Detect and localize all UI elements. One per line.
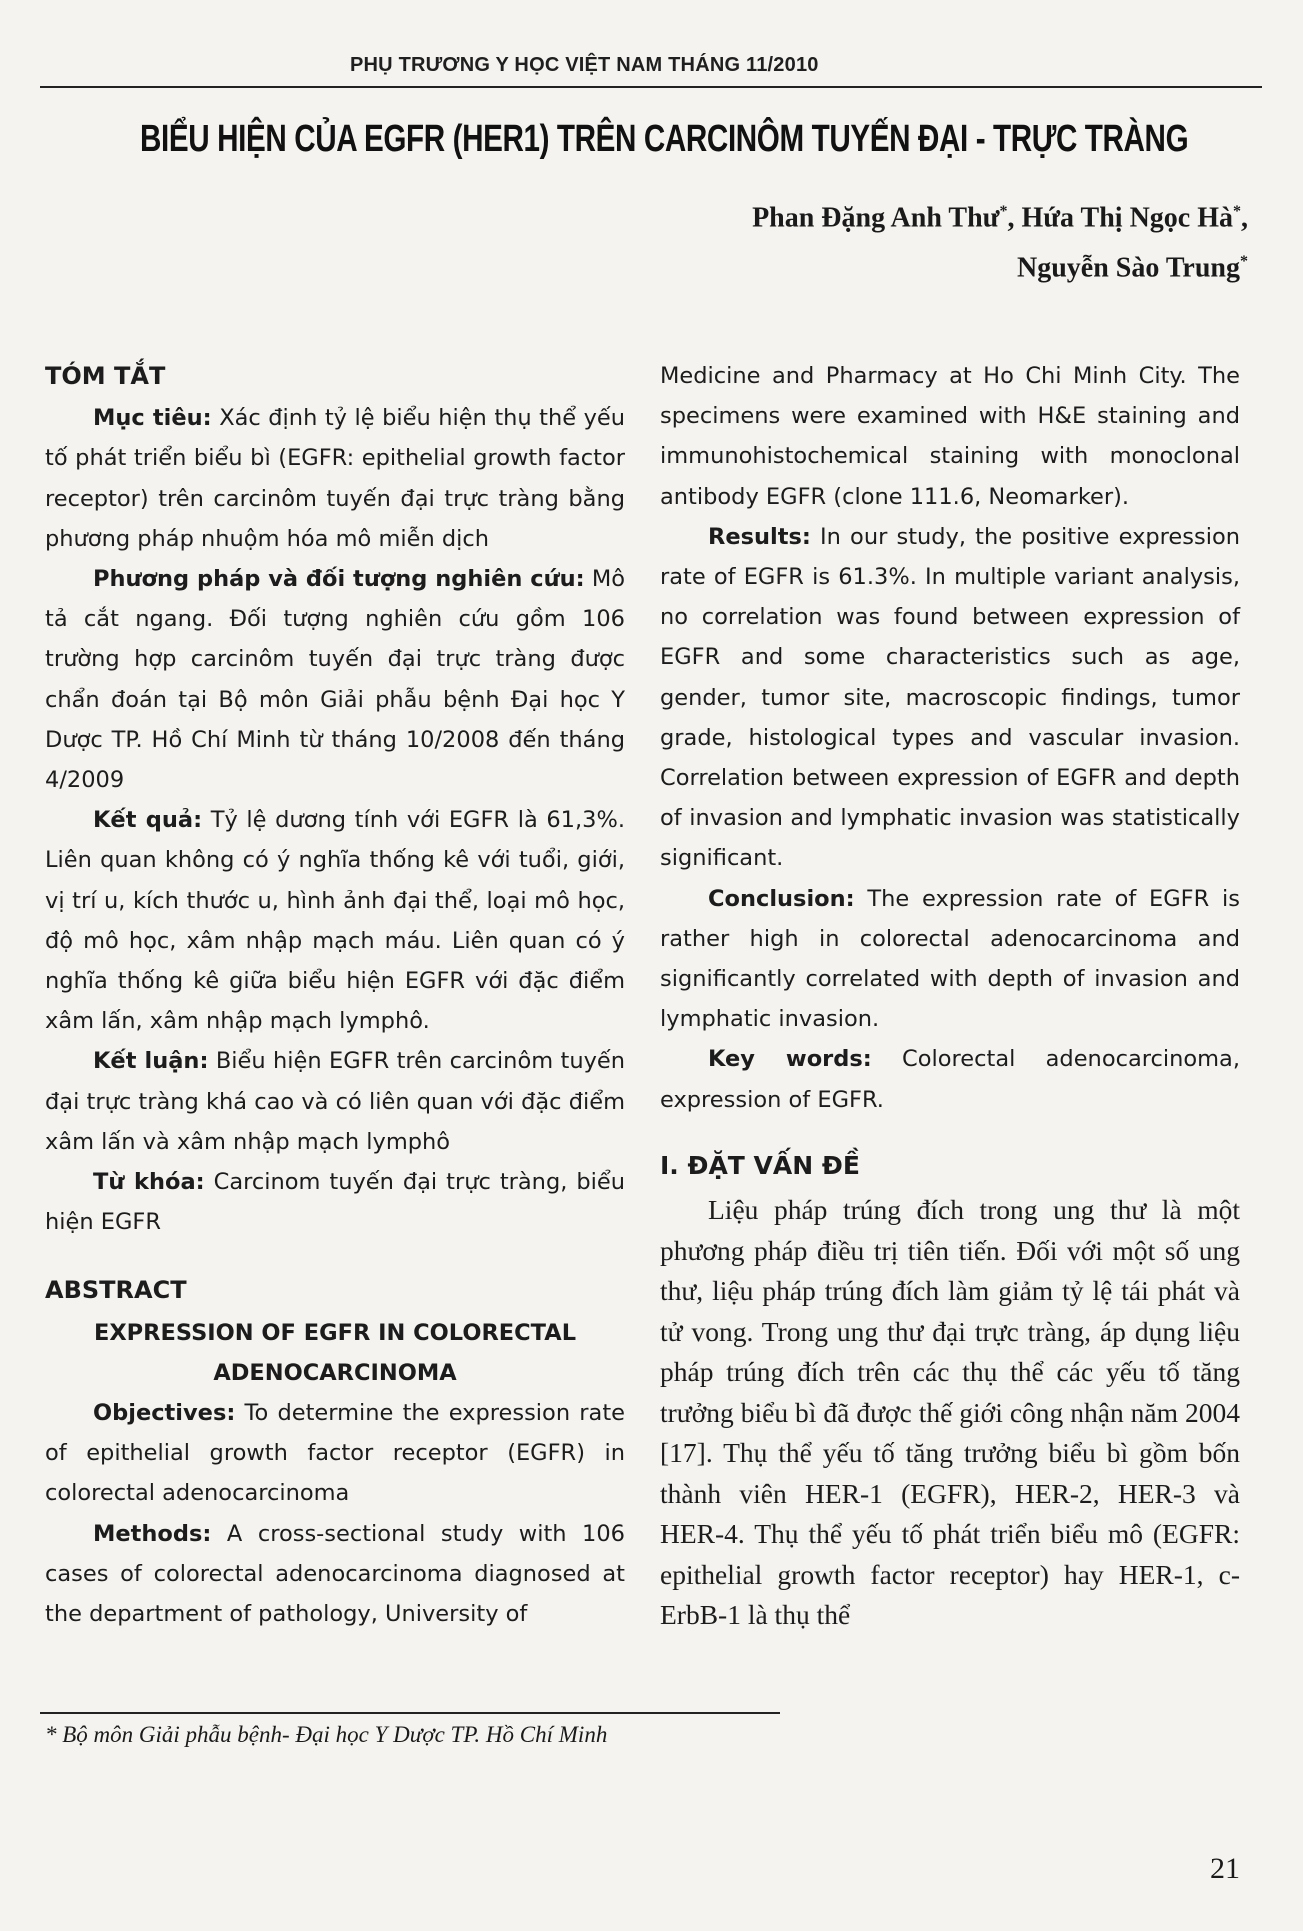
- phuong-phap-paragraph: [45, 559, 625, 800]
- authors: [548, 190, 1248, 291]
- objectives-text: To determine the expression rate of epithelial growth factor receptor (EGFR) in colorectal adenocarcinoma: [45, 1400, 625, 1507]
- methods-paragraph: [45, 1514, 625, 1635]
- author-marker: *: [999, 203, 1008, 220]
- author-2: , Hứa Thị Ngọc Hà: [1007, 202, 1233, 234]
- conclusion-label: Conclusion:: [708, 885, 855, 912]
- left-column: [45, 356, 625, 1634]
- ket-luan-paragraph: [45, 1041, 625, 1162]
- results-text: In our study, the positive expression rate of EGFR is 61.3%. In multiple variant analysis, no correlation was found between expression of EGFR and some characteristics such as age, gender, tumor site, macroscopic findings, tumor grade, histological types and vascular invasion. Correlation between expression of EGFR and depth of invasion and lymphatic invasion was statistically significant.: [660, 523, 1240, 872]
- methods-label: Methods:: [93, 1520, 212, 1547]
- conclusion-paragraph: [660, 879, 1240, 1040]
- muc-tieu-paragraph: [45, 398, 625, 559]
- abstract-subtitle: EXPRESSION OF EGFR IN COLORECTAL ADENOCARCINOMA: [93, 1319, 577, 1386]
- ket-luan-text: Biểu hiện EGFR trên carcinôm tuyến đại trực tràng khá cao và có liên quan với đặc điểm xâm lấn và xâm nhập mạch lymphô: [45, 1048, 625, 1155]
- author-1: Phan Đặng Anh Thư: [752, 202, 1000, 234]
- right-column: [660, 356, 1240, 1636]
- tu-khoa-paragraph: [45, 1162, 625, 1242]
- muc-tieu-label: Mục tiêu:: [93, 405, 212, 432]
- article-title: BIỂU HIỆN CỦA EGFR (HER1) TRÊN CARCINÔM TUYẾN ĐẠI - TRỰC TRÀNG: [140, 118, 1189, 160]
- section-1-heading: I. ĐẶT VẤN ĐỀ: [660, 1150, 860, 1180]
- section-1-body: Liệu pháp trúng đích trong ung thư là một phương pháp điều trị tiên tiến. Đối với một số ung thư, liệu pháp trúng đích làm giảm tỷ lệ tái phát và tử vong. Trong ung thư đại trực tràng, áp dụng liệu pháp trúng đích trên các thụ thể các yếu tố tăng trưởng biểu bì đã được thế giới công nhận năm 2004 [17]. Thụ thể yếu tố tăng trưởng biểu bì gồm bốn thành viên HER-1 (EGFR), HER-2, HER-3 và HER-4. Thụ thể yếu tố phát triển biểu mô (EGFR: epithelial growth factor receptor) hay HER-1, c-ErbB-1 là thụ thể: [660, 1194, 1240, 1631]
- keywords-label: Key words:: [708, 1046, 872, 1073]
- author-3: Nguyễn Sào Trung: [1016, 252, 1240, 284]
- methods-continued: Medicine and Pharmacy at Ho Chi Minh City. The specimens were examined with H&E staining and immunohistochemical staining with monoclonal antibody EGFR (clone 111.6, Neomarker).: [660, 363, 1240, 510]
- author-marker: *: [1233, 203, 1241, 220]
- phuong-phap-text: Mô tả cắt ngang. Đối tượng nghiên cứu gồm 106 trường hợp carcinôm tuyến đại trực tràng được chẩn đoán tại Bộ môn Giải phẫu bệnh Đại học Y Dược TP. Hồ Chí Minh từ tháng 10/2008 đến tháng 4/2009: [45, 566, 626, 794]
- keywords-text: Colorectal adenocarcinoma, expression of EGFR.: [660, 1046, 1241, 1113]
- objectives-paragraph: [45, 1393, 625, 1514]
- tu-khoa-text: Carcinom tuyến đại trực tràng, biểu hiện EGFR: [45, 1169, 625, 1236]
- objectives-label: Objectives:: [93, 1400, 236, 1427]
- authors-line-1: Phan Đặng Anh Thư*, Hứa Thị Ngọc Hà*,: [752, 202, 1248, 234]
- conclusion-text: The expression rate of EGFR is rather high in colorectal adenocarcinoma and significantly correlated with depth of invasion and lymphatic invasion.: [660, 885, 1240, 1033]
- ket-qua-label: Kết quả:: [93, 807, 203, 834]
- abstract-heading: ABSTRACT: [45, 1276, 187, 1305]
- ket-qua-text: Tỷ lệ dương tính với EGFR là 61,3%. Liên quan không có ý nghĩa thống kê với tuổi, giới, vị trí u, kích thước u, hình ảnh đại thể, loại mô học, độ mô học, xâm nhập mạch máu. Liên quan có ý nghĩa thống kê giữa biểu hiện EGFR với đặc điểm xâm lấn, xâm nhập mạch lymphô.: [45, 807, 625, 1035]
- muc-tieu-text: Xác định tỷ lệ biểu hiện thụ thể yếu tố phát triển biểu bì (EGFR: epithelial growth factor receptor) trên carcinôm tuyến đại trực tràng bằng phương pháp nhuộm hóa mô miễn dịch: [45, 405, 626, 552]
- results-label: Results:: [708, 523, 811, 550]
- results-paragraph: [660, 517, 1240, 879]
- tu-khoa-label: Từ khóa:: [93, 1169, 205, 1196]
- page-number: 21: [1210, 1852, 1240, 1885]
- ket-luan-label: Kết luận:: [93, 1048, 209, 1075]
- phuong-phap-label: Phương pháp và đối tượng nghiên cứu:: [93, 566, 585, 593]
- tom-tat-heading: TÓM TẮT: [45, 362, 166, 390]
- ket-qua-paragraph: [45, 800, 625, 1041]
- header-rule: [40, 86, 1262, 88]
- running-header: PHỤ TRƯƠNG Y HỌC VIỆT NAM THÁNG 11/2010: [350, 54, 819, 76]
- footnote: * Bộ môn Giải phẫu bệnh- Đại học Y Dược TP. Hồ Chí Minh: [45, 1722, 608, 1747]
- authors-line-2: [548, 240, 1248, 290]
- methods-text: A cross-sectional study with 106 cases of colorectal adenocarcinoma diagnosed at the department of pathology, University of: [45, 1520, 625, 1628]
- author-marker: *: [1240, 253, 1248, 271]
- footnote-rule: [40, 1712, 780, 1714]
- keywords-paragraph: [660, 1039, 1240, 1119]
